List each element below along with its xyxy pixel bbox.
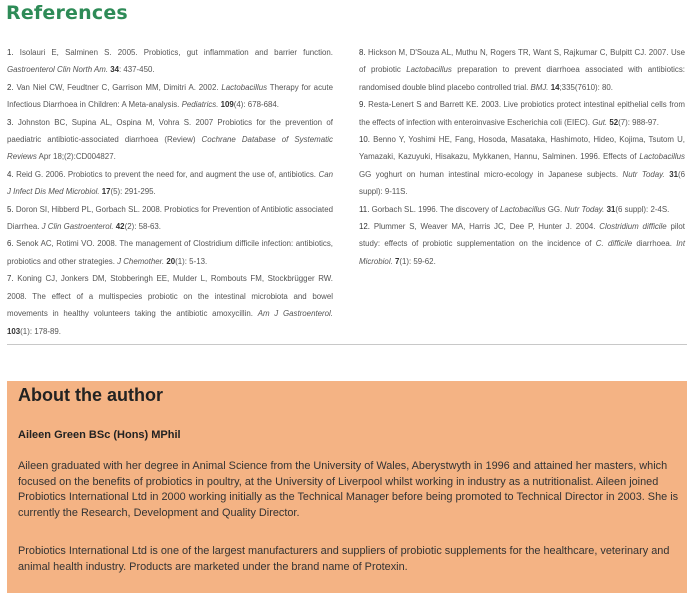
- reference-item: 10. Benno Y, Yoshimi HE, Fang, Hosoda, Masataka, Hashimoto, Hideo, Kojima, Tsutom U, Yamazaki, Kazuyuki, Hisakazu, Mykkanen, Hannu, Salminen. 1996. Effects of Lactobacillus GG yoghurt on human intestinal micro-ecology in Japanese subjects. Nutr Today. 31(6 suppl): 9-11S.: [359, 135, 686, 197]
- reference-item: 11. Gorbach SL. 1996. The discovery of Lactobacillus GG. Nutr Today. 31(6 suppl): 2-4S.: [359, 204, 670, 214]
- company-paragraph: Probiotics International Ltd is one of the largest manufacturers and suppliers of probiotic supplements for the healthcare, veterinary and animal health industry. Products are marketed under the brand name of Protexin.: [18, 545, 670, 573]
- reference-item: 12. Plummer S, Weaver MA, Harris JC, Dee P, Hunter J. 2004. Clostridium difficile pilot study: effects of probiotic supplementation on the incidence of C. difficile diarrhoea. Int Microbiol. 7(1): 59-62.: [359, 222, 686, 266]
- reference-item: 6. Senok AC, Rotimi VO. 2008. The management of Clostridium difficile infection: antibiotics, probiotics and other strategies. J Chemother. 20(1): 5-13.: [7, 239, 333, 266]
- author-name: Aileen Green BSc (Hons) MPhil: [18, 429, 181, 441]
- reference-item: 2. Van Niel CW, Feudtner C, Garrison MM, Dimitri A. 2002. Lactobacillus Therapy for acute Infectious Diarrhoea in Children: A Meta-analysis. Pediatrics. 109(4): 678-684.: [7, 82, 333, 110]
- reference-item: 8. Hickson M, D'Souza AL, Muthu N, Rogers TR, Want S, Rajkumar C, Bulpitt CJ. 2007. Use of probiotic Lactobacillus preparation to prevent diarrhoea associated with antibiotics: randomised double blind placebo controlled trial. BMJ. 14;335(7610): 80.: [359, 48, 685, 92]
- about-author-heading: About the author: [18, 385, 163, 405]
- references-heading: References: [6, 2, 128, 24]
- reference-item: 1. Isolauri E, Salminen S. 2005. Probiotics, gut inflammation and barrier function. Gastroenterol Clin North Am. 34: 437-450.: [7, 48, 333, 75]
- reference-item: 9. Resta-Lenert S and Barrett KE. 2003. Live probiotics protect intestinal epithelial cells from the effects of infection with enteroinvasive Escherichia coli (EIEC). Gut. 52(7): 988-97.: [359, 100, 685, 127]
- author-bio-paragraph: Aileen graduated with her degree in Animal Science from the University of Wales, Aberystwyth in 1996 and attained her masters, which focused on the benefits of probiotics in poultry, at the University of Liverpool whilst working in industry as a nutritionalist. Aileen joined Probiotics International Ltd in 2000 working initially as the Technical Manager before being promoted to Technical Director in 2003. She is currently the Research, Development and Quality Director.: [18, 460, 679, 520]
- reference-item: 3. Johnston BC, Supina AL, Ospina M, Vohra S. 2007 Probiotics for the prevention of paediatric antibiotic-associated diarrhoea (Review) Cochrane Database of Systematic Reviews Apr 18;(2):CD004827.: [7, 117, 333, 162]
- references-left-column: [7, 44, 333, 340]
- reference-item: 5. Doron SI, Hibberd PL, Gorbach SL. 2008. Probiotics for Prevention of Antibiotic associated Diarrhea. J Clin Gastroenterol. 42(2): 58-63.: [7, 204, 333, 232]
- reference-item: 4. Reid G. 2006. Probiotics to prevent the need for, and augment the use of, antibiotics. Can J Infect Dis Med Microbiol. 17(5): 291-295.: [7, 169, 333, 197]
- section-divider: [7, 344, 687, 345]
- about-author-box: [7, 381, 687, 593]
- references-right-column: [359, 44, 685, 270]
- reference-item: 7. Koning CJ, Jonkers DM, Stobberingh EE, Mulder L, Rombouts FM, Stockbrügger RW. 2008. The effect of a multispecies probiotic on the intestinal microbiota and bowel movements in healthy volunteers taking the antibiotic amoxycillin. Am J Gastroenterol. 103(1): 178-89.: [7, 274, 333, 336]
